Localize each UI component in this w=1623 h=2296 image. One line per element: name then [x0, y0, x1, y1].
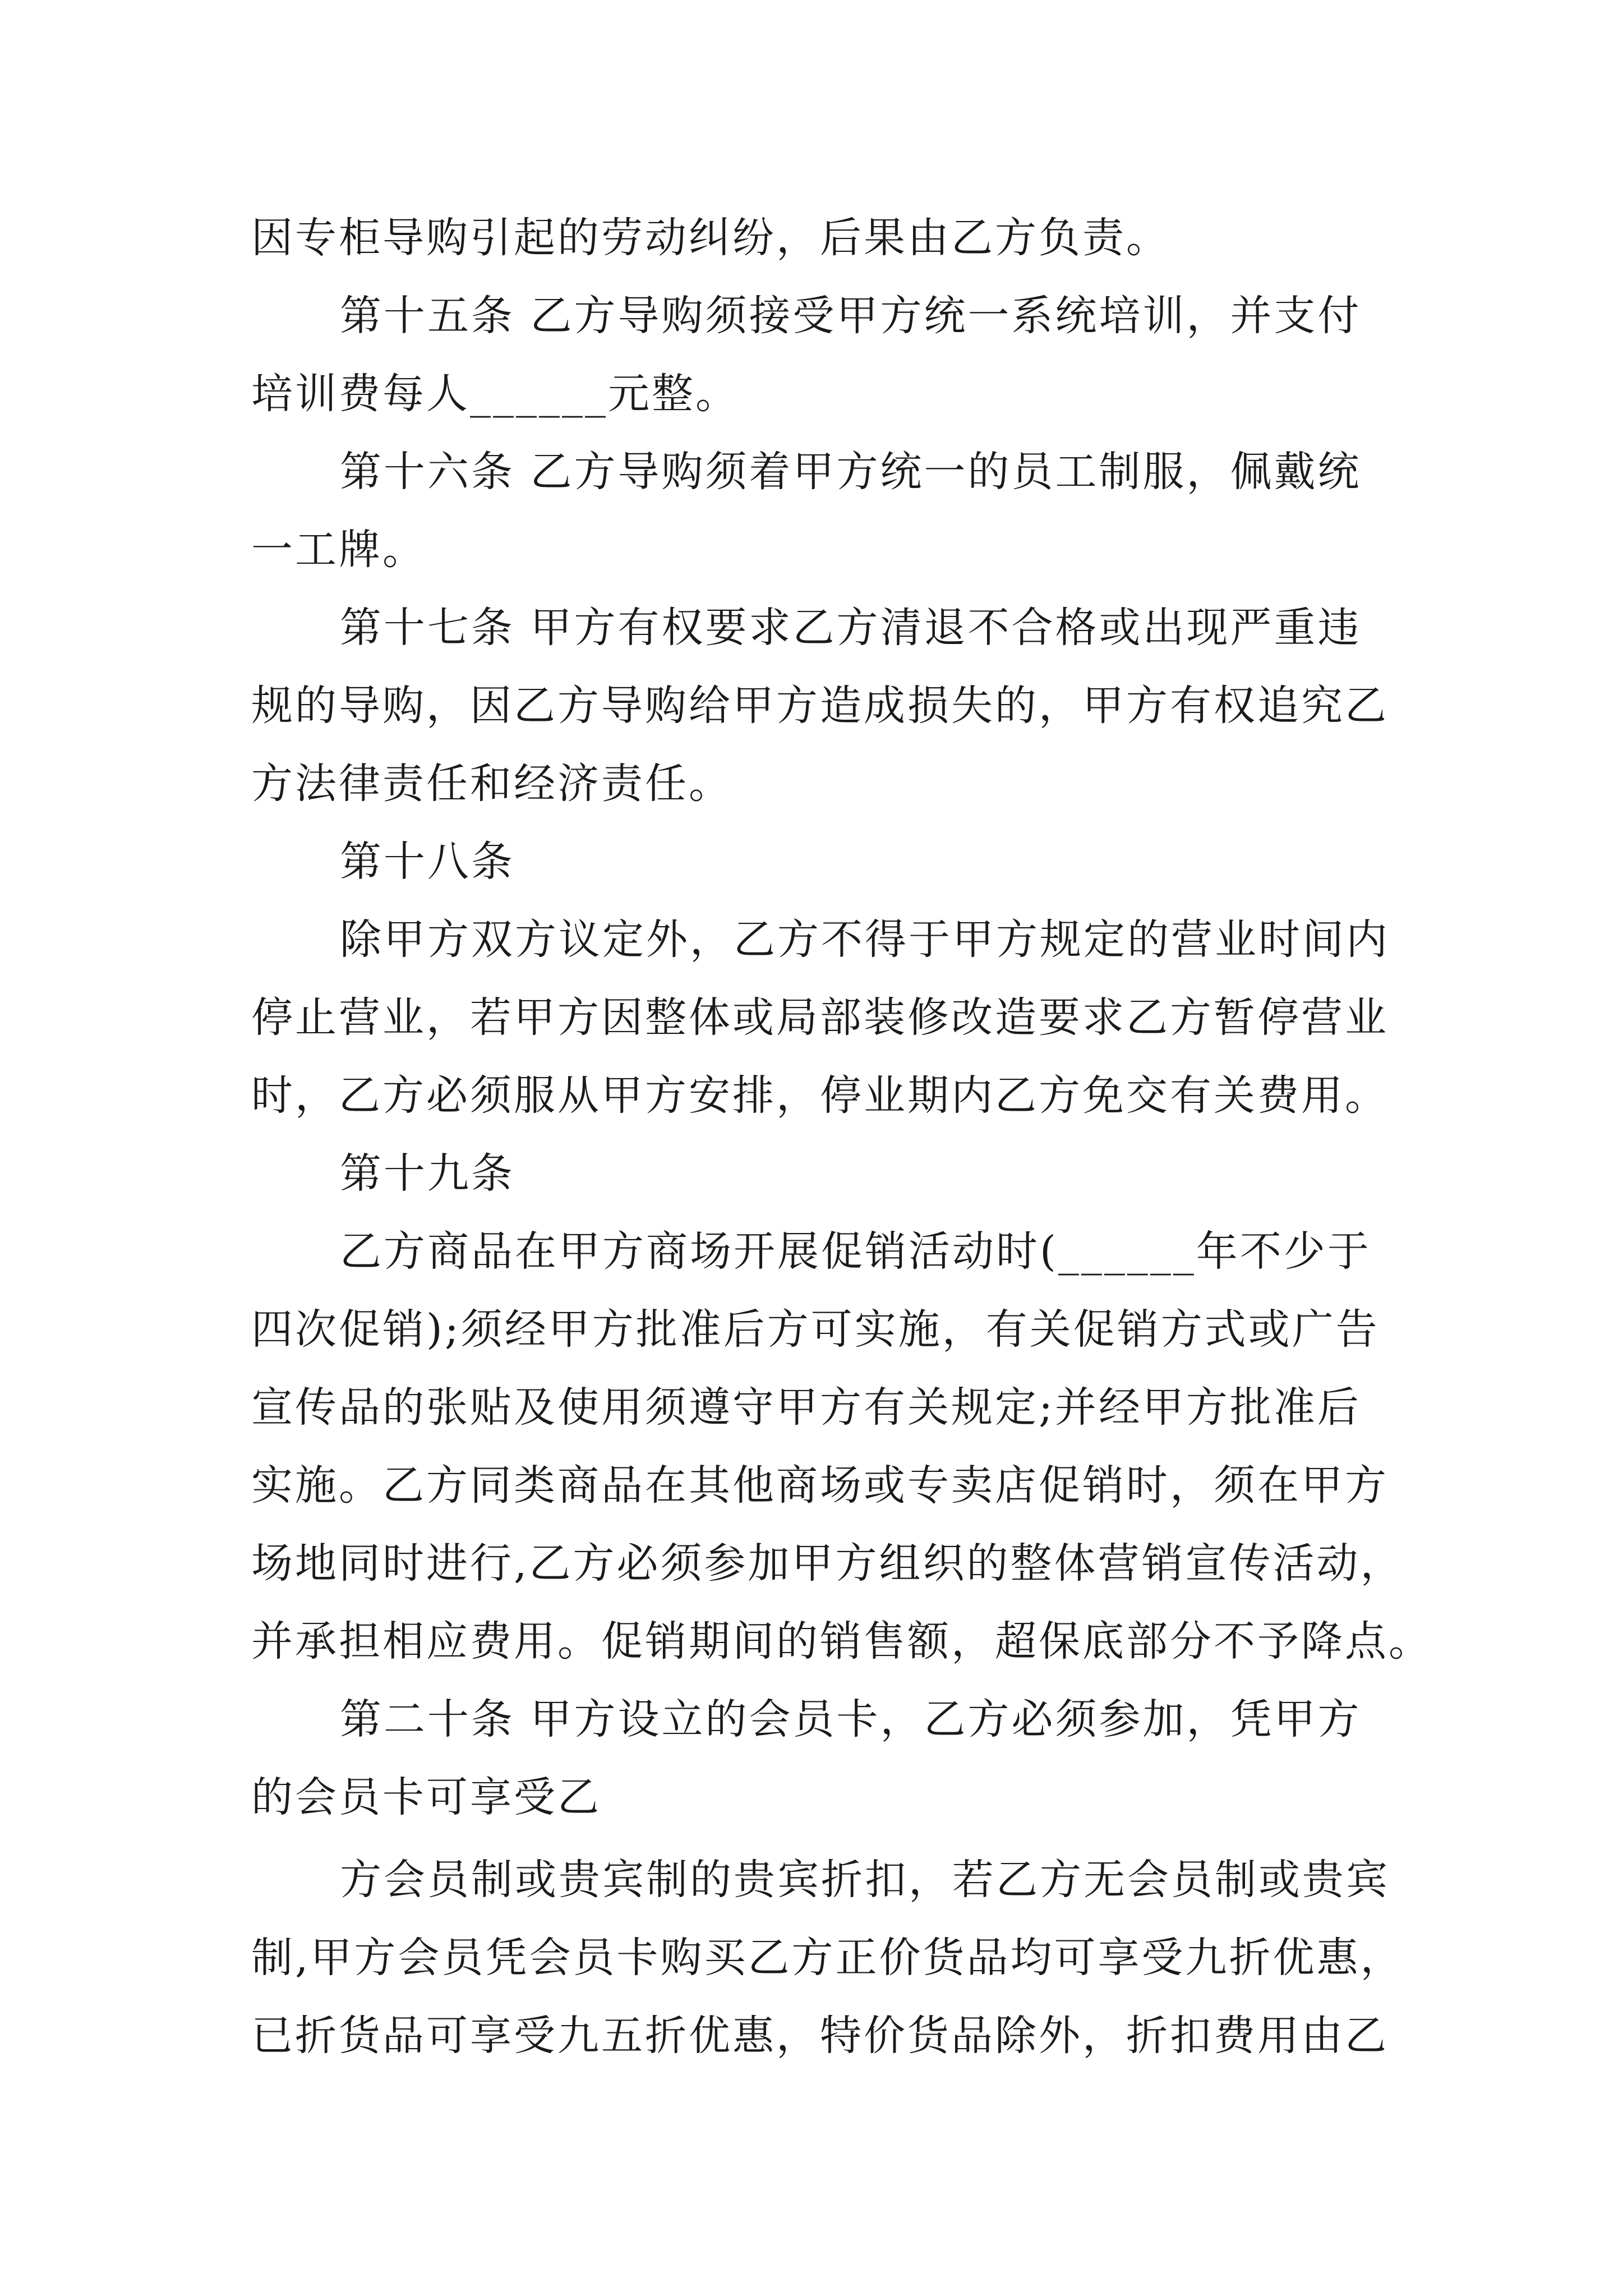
paragraph-line: 规的导购，因乙方导购给甲方造成损失的，甲方有权追究乙: [251, 682, 1389, 730]
paragraph-line: 方法律责任和经济责任。: [251, 760, 732, 808]
paragraph-line: 已折货品可享受九五折优惠，特价货品除外，折扣费用由乙: [251, 2012, 1389, 2060]
article-17-heading-line: 第十七条 甲方有权要求乙方清退不合格或出现严重违: [340, 604, 1362, 652]
paragraph-line: 培训费每人______元整。: [251, 370, 739, 418]
paragraph-line: 宣传品的张贴及使用须遵守甲方有关规定;并经甲方批准后: [251, 1383, 1361, 1432]
paragraph-line: 除甲方双方议定外，乙方不得于甲方规定的营业时间内: [340, 915, 1390, 964]
paragraph-line: 实施。乙方同类商品在其他商场或专卖店促销时，须在甲方: [251, 1461, 1389, 1510]
paragraph-gap: [251, 1837, 1407, 1841]
paragraph-line: 四次促销);须经甲方批准后方可实施，有关促销方式或广告: [251, 1305, 1380, 1354]
paragraph-line: 时，乙方必须服从甲方安排，停业期内乙方免交有关费用。: [251, 1071, 1389, 1120]
article-20-heading-line: 第二十条 甲方设立的会员卡，乙方必须参加，凭甲方: [340, 1695, 1362, 1743]
paragraph-line: 制,甲方会员凭会员卡购买乙方正价货品均可享受九折优惠，: [251, 1934, 1404, 1982]
paragraph-line: 停止营业，若甲方因整体或局部装修改造要求乙方暂停营业: [251, 993, 1389, 1042]
paragraph-line: 乙方商品在甲方商场开展促销活动时(______年不少于: [340, 1227, 1371, 1276]
paragraph-line: 方会员制或贵宾制的贵宾折扣，若乙方无会员制或贵宾: [340, 1856, 1390, 1904]
document-body: [251, 199, 1432, 2075]
paragraph-line: 并承担相应费用。促销期间的销售额，超保底部分不予降点。: [251, 1617, 1432, 1665]
paragraph-line: 的会员卡可享受乙: [251, 1773, 601, 1821]
article-19-heading: 第十九条: [340, 1149, 515, 1198]
article-18-heading: 第十八条: [340, 838, 515, 886]
paragraph-line: 场地同时进行,乙方必须参加甲方组织的整体营销宣传活动，: [251, 1539, 1404, 1588]
article-15-heading-line: 第十五条 乙方导购须接受甲方统一系统培训，并支付: [340, 292, 1362, 340]
paragraph-line: 因专柜导购引起的劳动纠纷，后果由乙方负责。: [251, 214, 1170, 262]
paragraph-line: 一工牌。: [251, 526, 426, 574]
article-16-heading-line: 第十六条 乙方导购须着甲方统一的员工制服，佩戴统: [340, 448, 1362, 496]
